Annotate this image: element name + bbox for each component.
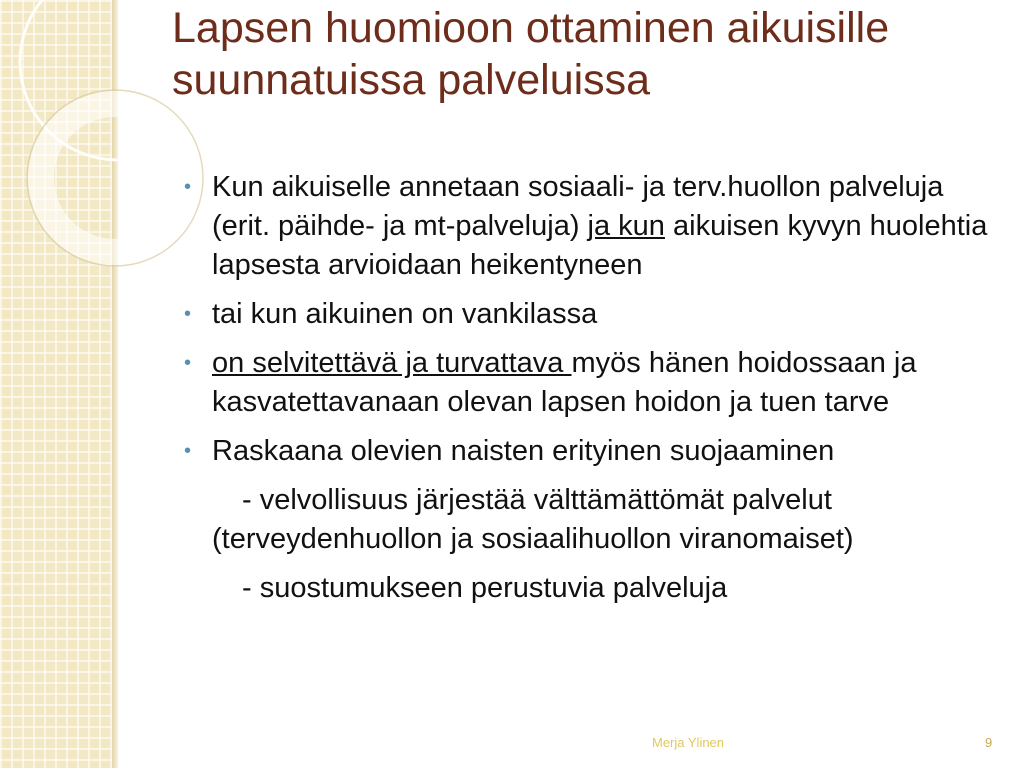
bullet-item bbox=[180, 168, 1000, 285]
decorative-ring-inner bbox=[41, 104, 192, 252]
sub-item-text: - suostumukseen perustuvia palveluja bbox=[242, 572, 728, 604]
bullet-text: Raskaana olevien naisten erityinen suojaaminen bbox=[212, 435, 835, 467]
bullet-icon: • bbox=[184, 176, 192, 198]
bullet-underlined-text: ja kun bbox=[587, 210, 665, 242]
bullet-list bbox=[180, 168, 1000, 471]
slide-title: Lapsen huomioon ottaminen aikuisille suunnatuissa palveluissa bbox=[172, 4, 890, 104]
bullet-text: Kun aikuiselle annetaan sosiaali- ja terv.huollon palveluja (erit. päihde- ja mt-palveluja) bbox=[212, 171, 944, 242]
bullet-text: tai kun aikuinen on vankilassa bbox=[212, 298, 598, 330]
bullet-icon: • bbox=[184, 303, 192, 325]
bullet-text: myös hänen hoidossaan ja kasvatettavanaan olevan lapsen hoidon ja tuen tarve bbox=[212, 347, 917, 418]
sub-item bbox=[180, 569, 1000, 608]
bullet-icon: • bbox=[184, 352, 192, 374]
slide-content bbox=[180, 168, 1000, 618]
sub-item bbox=[180, 481, 1000, 559]
bullet-item bbox=[180, 344, 1000, 422]
bullet-icon: • bbox=[184, 440, 192, 462]
page-number: 9 bbox=[985, 735, 993, 750]
bullet-underlined-text: on selvitettävä ja turvattava bbox=[212, 347, 572, 379]
bullet-text: aikuisen kyvyn huolehtia lapsesta arvioidaan heikentyneen bbox=[212, 210, 988, 281]
bullet-item bbox=[180, 295, 1000, 334]
bullet-item bbox=[180, 432, 1000, 471]
footer-author: Merja Ylinen bbox=[652, 735, 725, 750]
sub-item-text: - velvollisuus järjestää välttämättömät palvelut (terveydenhuollon ja sosiaalihuollon viranomaiset) bbox=[212, 484, 854, 555]
